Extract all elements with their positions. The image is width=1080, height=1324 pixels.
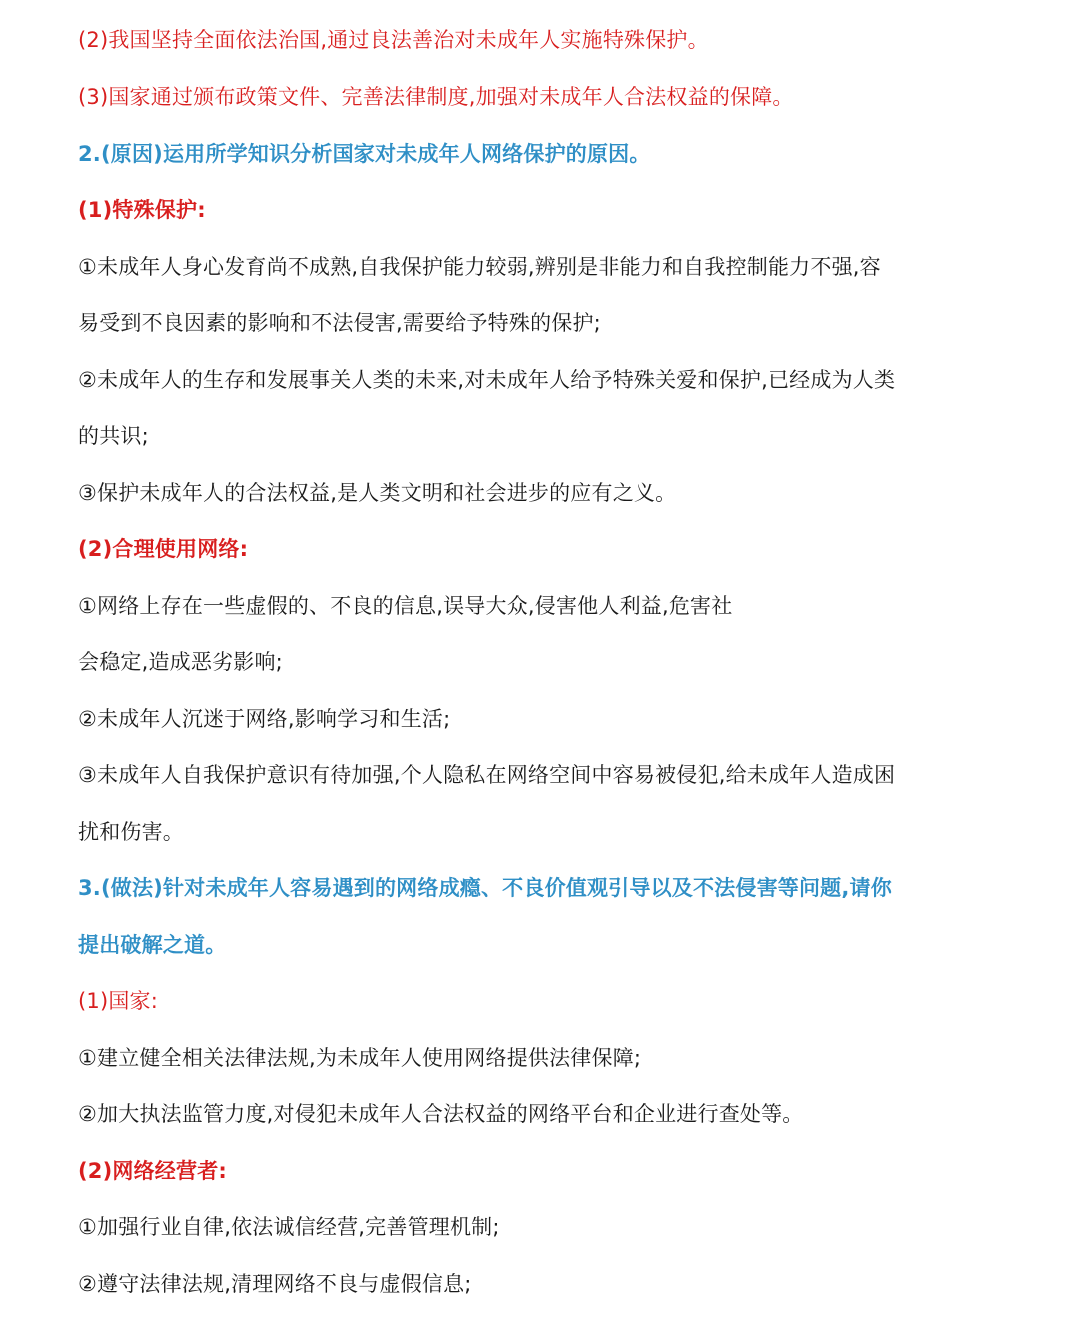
reason-1-line-2: 易受到不良因素的影响和不法侵害,需要给予特殊的保护;: [78, 311, 601, 335]
state-measure-1: ①建立健全相关法律法规,为未成年人使用网络提供法律保障;: [78, 1046, 642, 1070]
question-3-methods-line-1: 3.(做法)针对未成年人容易遇到的网络成瘾、不良价值观引导以及不法侵害等问题,请你: [78, 876, 892, 900]
network-reason-3-line-2: 扰和伤害。: [78, 820, 184, 844]
reason-2-line-2: 的共识;: [78, 424, 149, 448]
network-reason-2: ②未成年人沉迷于网络,影响学习和生活;: [78, 707, 451, 731]
point-2-rule-of-law: (2)我国坚持全面依法治国,通过良法善治对未成年人实施特殊保护。: [78, 28, 709, 52]
subheading-network-operators: (2)网络经营者:: [78, 1159, 228, 1183]
network-reason-1-line-1: ①网络上存在一些虚假的、不良的信息,误导大众,侵害他人利益,危害社: [78, 594, 733, 618]
point-3-policy-documents: (3)国家通过颁布政策文件、完善法律制度,加强对未成年人合法权益的保障。: [78, 85, 794, 109]
reason-1-line-1: ①未成年人身心发育尚不成熟,自我保护能力较弱,辨别是非能力和自我控制能力不强,容: [78, 255, 881, 279]
network-reason-3-line-1: ③未成年人自我保护意识有待加强,个人隐私在网络空间中容易被侵犯,给未成年人造成困: [78, 763, 896, 787]
network-reason-1-line-2: 会稳定,造成恶劣影响;: [78, 650, 283, 674]
operator-measure-2: ②遵守法律法规,清理网络不良与虚假信息;: [78, 1272, 472, 1296]
state-measure-2: ②加大执法监管力度,对侵犯未成年人合法权益的网络平台和企业进行查处等。: [78, 1102, 804, 1126]
question-2-reasons: 2.(原因)运用所学知识分析国家对未成年人网络保护的原因。: [78, 142, 651, 166]
operator-measure-1: ①加强行业自律,依法诚信经营,完善管理机制;: [78, 1215, 500, 1239]
reason-3: ③保护未成年人的合法权益,是人类文明和社会进步的应有之义。: [78, 481, 677, 505]
subheading-state: (1)国家:: [78, 989, 159, 1013]
question-3-methods-line-2: 提出破解之道。: [78, 933, 227, 957]
reason-2-line-1: ②未成年人的生存和发展事关人类的未来,对未成年人给予特殊关爱和保护,已经成为人类: [78, 368, 896, 392]
subheading-special-protection: (1)特殊保护:: [78, 198, 206, 222]
subheading-reasonable-use: (2)合理使用网络:: [78, 537, 249, 561]
